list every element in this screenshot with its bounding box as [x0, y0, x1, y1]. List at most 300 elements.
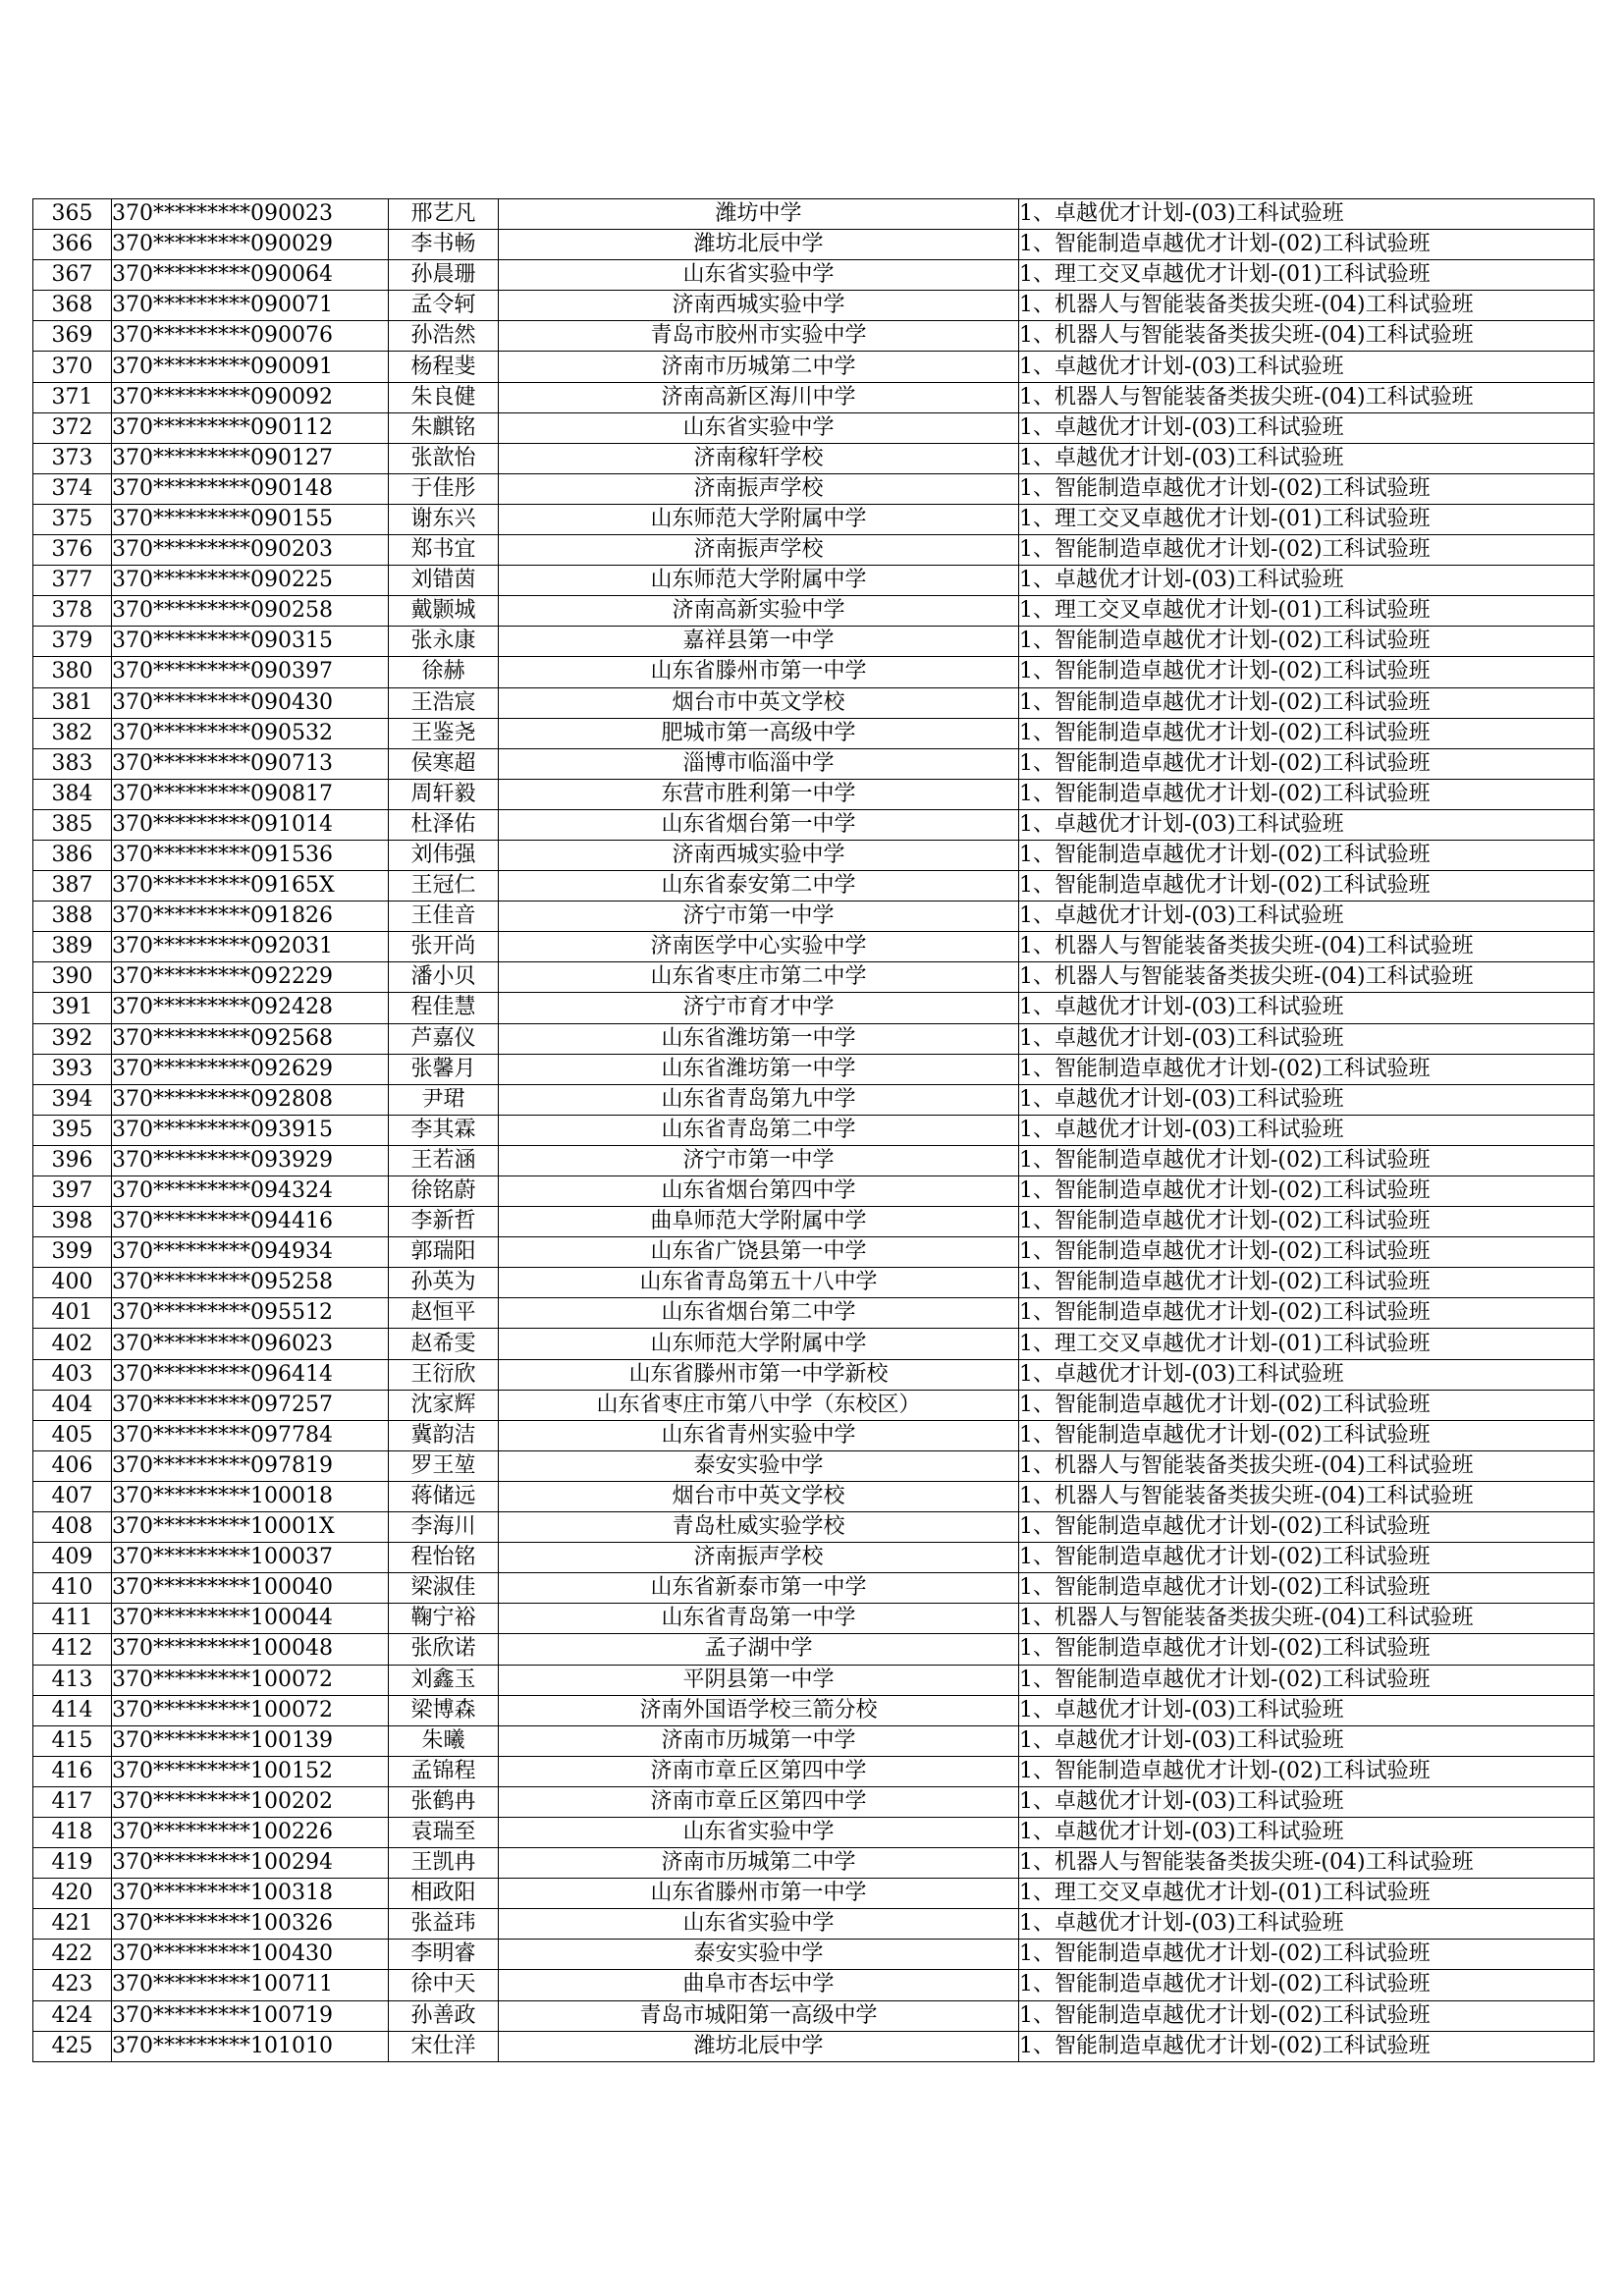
row-number: 405: [33, 1420, 112, 1450]
row-number: 371: [33, 382, 112, 412]
table-row: [33, 504, 1595, 534]
row-number: 377: [33, 566, 112, 596]
id-number: 370*********091014: [112, 809, 389, 840]
school-name: 肥城市第一高级中学: [499, 718, 1019, 748]
program-name: 1、机器人与智能装备类拔尖班-(04)工科试验班: [1019, 321, 1595, 352]
id-number: 370*********092229: [112, 962, 389, 993]
id-number: 370*********100318: [112, 1879, 389, 1909]
student-name: 朱麒铭: [389, 412, 499, 443]
student-name: 孙晨珊: [389, 260, 499, 291]
school-name: 山东省实验中学: [499, 412, 1019, 443]
school-name: 潍坊北辰中学: [499, 2031, 1019, 2061]
row-number: 394: [33, 1084, 112, 1115]
table-row: [33, 1604, 1595, 1634]
program-name: 1、智能制造卓越优才计划-(02)工科试验班: [1019, 1634, 1595, 1665]
program-name: 1、智能制造卓越优才计划-(02)工科试验班: [1019, 1054, 1595, 1084]
program-name: 1、智能制造卓越优才计划-(02)工科试验班: [1019, 840, 1595, 870]
program-name: 1、智能制造卓越优才计划-(02)工科试验班: [1019, 718, 1595, 748]
table-row: [33, 809, 1595, 840]
program-name: 1、智能制造卓越优才计划-(02)工科试验班: [1019, 871, 1595, 902]
row-number: 416: [33, 1756, 112, 1786]
school-name: 山东省滕州市第一中学: [499, 657, 1019, 687]
student-name: 王浩宸: [389, 687, 499, 718]
table-row: [33, 748, 1595, 779]
school-name: 山东省滕州市第一中学: [499, 1879, 1019, 1909]
row-number: 400: [33, 1268, 112, 1298]
table-row: [33, 1054, 1595, 1084]
row-number: 386: [33, 840, 112, 870]
row-number: 381: [33, 687, 112, 718]
id-number: 370*********090071: [112, 291, 389, 321]
program-name: 1、机器人与智能装备类拔尖班-(04)工科试验班: [1019, 962, 1595, 993]
id-number: 370*********100711: [112, 1970, 389, 2000]
student-name: 赵希雯: [389, 1329, 499, 1359]
student-name: 徐中天: [389, 1970, 499, 2000]
program-name: 1、理工交叉卓越优才计划-(01)工科试验班: [1019, 1879, 1595, 1909]
student-name: 李其霖: [389, 1115, 499, 1145]
table-row: [33, 535, 1595, 566]
school-name: 山东省实验中学: [499, 1909, 1019, 1940]
roster-body: [33, 199, 1595, 2062]
student-name: 徐赫: [389, 657, 499, 687]
id-number: 370*********100037: [112, 1543, 389, 1573]
row-number: 391: [33, 993, 112, 1023]
table-row: [33, 291, 1595, 321]
program-name: 1、卓越优才计划-(03)工科试验班: [1019, 809, 1595, 840]
school-name: 东营市胜利第一中学: [499, 779, 1019, 809]
id-number: 370*********090092: [112, 382, 389, 412]
student-name: 蒋储远: [389, 1481, 499, 1511]
student-name: 孙善政: [389, 2000, 499, 2031]
program-name: 1、智能制造卓越优才计划-(02)工科试验班: [1019, 1298, 1595, 1329]
school-name: 青岛杜威实验学校: [499, 1512, 1019, 1543]
row-number: 380: [33, 657, 112, 687]
school-name: 济宁市育才中学: [499, 993, 1019, 1023]
student-name: 芦嘉仪: [389, 1023, 499, 1054]
program-name: 1、智能制造卓越优才计划-(02)工科试验班: [1019, 779, 1595, 809]
school-name: 济南西城实验中学: [499, 291, 1019, 321]
row-number: 385: [33, 809, 112, 840]
student-name: 程佳慧: [389, 993, 499, 1023]
program-name: 1、智能制造卓越优才计划-(02)工科试验班: [1019, 1970, 1595, 2000]
student-name: 孙浩然: [389, 321, 499, 352]
table-row: [33, 718, 1595, 748]
table-row: [33, 1786, 1595, 1817]
table-row: [33, 1573, 1595, 1604]
student-name: 戴颢城: [389, 596, 499, 627]
row-number: 409: [33, 1543, 112, 1573]
student-name: 梁淑佳: [389, 1573, 499, 1604]
school-name: 山东省枣庄市第八中学（东校区）: [499, 1390, 1019, 1420]
row-number: 414: [33, 1695, 112, 1725]
id-number: 370*********100202: [112, 1786, 389, 1817]
student-name: 相政阳: [389, 1879, 499, 1909]
program-name: 1、智能制造卓越优才计划-(02)工科试验班: [1019, 1756, 1595, 1786]
program-name: 1、卓越优才计划-(03)工科试验班: [1019, 1115, 1595, 1145]
student-name: 袁瑞至: [389, 1817, 499, 1847]
student-name: 张欣诺: [389, 1634, 499, 1665]
table-row: [33, 932, 1595, 962]
program-name: 1、智能制造卓越优才计划-(02)工科试验班: [1019, 687, 1595, 718]
student-name: 侯寒超: [389, 748, 499, 779]
row-number: 374: [33, 473, 112, 504]
id-number: 370*********096023: [112, 1329, 389, 1359]
table-row: [33, 1420, 1595, 1450]
table-row: [33, 1665, 1595, 1695]
program-name: 1、卓越优才计划-(03)工科试验班: [1019, 993, 1595, 1023]
id-number: 370*********090023: [112, 199, 389, 230]
school-name: 山东省青岛第二中学: [499, 1115, 1019, 1145]
table-row: [33, 1390, 1595, 1420]
school-name: 山东师范大学附属中学: [499, 1329, 1019, 1359]
school-name: 山东师范大学附属中学: [499, 504, 1019, 534]
row-number: 396: [33, 1145, 112, 1175]
table-row: [33, 230, 1595, 260]
student-name: 沈家辉: [389, 1390, 499, 1420]
school-name: 孟子湖中学: [499, 1634, 1019, 1665]
school-name: 烟台市中英文学校: [499, 687, 1019, 718]
school-name: 嘉祥县第一中学: [499, 627, 1019, 657]
student-name: 朱曦: [389, 1725, 499, 1756]
program-name: 1、理工交叉卓越优才计划-(01)工科试验班: [1019, 260, 1595, 291]
program-name: 1、智能制造卓越优才计划-(02)工科试验班: [1019, 2031, 1595, 2061]
student-name: 徐铭蔚: [389, 1176, 499, 1207]
row-number: 376: [33, 535, 112, 566]
student-name: 张开尚: [389, 932, 499, 962]
id-number: 370*********090112: [112, 412, 389, 443]
program-name: 1、卓越优才计划-(03)工科试验班: [1019, 1695, 1595, 1725]
table-row: [33, 993, 1595, 1023]
table-row: [33, 840, 1595, 870]
row-number: 422: [33, 1940, 112, 1970]
row-number: 403: [33, 1359, 112, 1390]
student-name: 宋仕洋: [389, 2031, 499, 2061]
school-name: 淄博市临淄中学: [499, 748, 1019, 779]
row-number: 425: [33, 2031, 112, 2061]
student-name: 潘小贝: [389, 962, 499, 993]
table-row: [33, 657, 1595, 687]
program-name: 1、机器人与智能装备类拔尖班-(04)工科试验班: [1019, 291, 1595, 321]
table-row: [33, 1176, 1595, 1207]
student-name: 李书畅: [389, 230, 499, 260]
id-number: 370*********090713: [112, 748, 389, 779]
school-name: 济南市历城第一中学: [499, 1725, 1019, 1756]
program-name: 1、卓越优才计划-(03)工科试验班: [1019, 1725, 1595, 1756]
row-number: 390: [33, 962, 112, 993]
table-row: [33, 473, 1595, 504]
id-number: 370*********090225: [112, 566, 389, 596]
program-name: 1、智能制造卓越优才计划-(02)工科试验班: [1019, 2000, 1595, 2031]
school-name: 济南振声学校: [499, 473, 1019, 504]
row-number: 421: [33, 1909, 112, 1940]
student-name: 王佳音: [389, 902, 499, 932]
school-name: 济南振声学校: [499, 535, 1019, 566]
row-number: 410: [33, 1573, 112, 1604]
table-row: [33, 1970, 1595, 2000]
program-name: 1、智能制造卓越优才计划-(02)工科试验班: [1019, 1512, 1595, 1543]
student-name: 张永康: [389, 627, 499, 657]
program-name: 1、智能制造卓越优才计划-(02)工科试验班: [1019, 1268, 1595, 1298]
program-name: 1、卓越优才计划-(03)工科试验班: [1019, 1023, 1595, 1054]
student-name: 郭瑞阳: [389, 1237, 499, 1268]
id-number: 370*********092031: [112, 932, 389, 962]
student-name: 孙英为: [389, 1268, 499, 1298]
id-number: 370*********090064: [112, 260, 389, 291]
table-row: [33, 1450, 1595, 1481]
student-name: 杨程斐: [389, 352, 499, 382]
program-name: 1、理工交叉卓越优才计划-(01)工科试验班: [1019, 1329, 1595, 1359]
program-name: 1、卓越优才计划-(03)工科试验班: [1019, 566, 1595, 596]
student-name: 刘鑫玉: [389, 1665, 499, 1695]
school-name: 山东省枣庄市第二中学: [499, 962, 1019, 993]
id-number: 370*********090091: [112, 352, 389, 382]
id-number: 370*********094324: [112, 1176, 389, 1207]
program-name: 1、智能制造卓越优才计划-(02)工科试验班: [1019, 1207, 1595, 1237]
row-number: 393: [33, 1054, 112, 1084]
table-row: [33, 1329, 1595, 1359]
row-number: 378: [33, 596, 112, 627]
school-name: 山东省烟台第二中学: [499, 1298, 1019, 1329]
id-number: 370*********090258: [112, 596, 389, 627]
id-number: 370*********100326: [112, 1909, 389, 1940]
id-number: 370*********100139: [112, 1725, 389, 1756]
id-number: 370*********093915: [112, 1115, 389, 1145]
table-row: [33, 1909, 1595, 1940]
table-row: [33, 1725, 1595, 1756]
id-number: 370*********100152: [112, 1756, 389, 1786]
table-row: [33, 1817, 1595, 1847]
school-name: 泰安实验中学: [499, 1940, 1019, 1970]
row-number: 372: [33, 412, 112, 443]
program-name: 1、卓越优才计划-(03)工科试验班: [1019, 902, 1595, 932]
student-name: 王凯冉: [389, 1848, 499, 1879]
school-name: 山东省青岛第九中学: [499, 1084, 1019, 1115]
row-number: 420: [33, 1879, 112, 1909]
table-row: [33, 596, 1595, 627]
row-number: 367: [33, 260, 112, 291]
id-number: 370*********090315: [112, 627, 389, 657]
row-number: 369: [33, 321, 112, 352]
student-name: 王若涵: [389, 1145, 499, 1175]
program-name: 1、智能制造卓越优才计划-(02)工科试验班: [1019, 1665, 1595, 1695]
student-name: 王冠仁: [389, 871, 499, 902]
id-number: 370*********090532: [112, 718, 389, 748]
row-number: 387: [33, 871, 112, 902]
table-row: [33, 321, 1595, 352]
student-name: 王鉴尧: [389, 718, 499, 748]
table-row: [33, 1512, 1595, 1543]
id-number: 370*********090203: [112, 535, 389, 566]
table-row: [33, 2000, 1595, 2031]
row-number: 407: [33, 1481, 112, 1511]
school-name: 山东省实验中学: [499, 260, 1019, 291]
table-row: [33, 902, 1595, 932]
id-number: 370*********093929: [112, 1145, 389, 1175]
table-row: [33, 1879, 1595, 1909]
row-number: 417: [33, 1786, 112, 1817]
student-name: 谢东兴: [389, 504, 499, 534]
student-name: 冀韵洁: [389, 1420, 499, 1450]
program-name: 1、理工交叉卓越优才计划-(01)工科试验班: [1019, 504, 1595, 534]
row-number: 411: [33, 1604, 112, 1634]
program-name: 1、智能制造卓越优才计划-(02)工科试验班: [1019, 1145, 1595, 1175]
student-name: 孟令轲: [389, 291, 499, 321]
table-row: [33, 627, 1595, 657]
program-name: 1、卓越优才计划-(03)工科试验班: [1019, 199, 1595, 230]
school-name: 曲阜市杏坛中学: [499, 1970, 1019, 2000]
school-name: 青岛市城阳第一高级中学: [499, 2000, 1019, 2031]
id-number: 370*********100072: [112, 1665, 389, 1695]
school-name: 济南市章丘区第四中学: [499, 1756, 1019, 1786]
program-name: 1、智能制造卓越优才计划-(02)工科试验班: [1019, 535, 1595, 566]
program-name: 1、机器人与智能装备类拔尖班-(04)工科试验班: [1019, 1450, 1595, 1481]
row-number: 418: [33, 1817, 112, 1847]
school-name: 山东省泰安第二中学: [499, 871, 1019, 902]
table-row: [33, 1268, 1595, 1298]
row-number: 373: [33, 443, 112, 473]
student-name: 朱良健: [389, 382, 499, 412]
id-number: 370*********096414: [112, 1359, 389, 1390]
row-number: 415: [33, 1725, 112, 1756]
id-number: 370*********094934: [112, 1237, 389, 1268]
program-name: 1、机器人与智能装备类拔尖班-(04)工科试验班: [1019, 382, 1595, 412]
id-number: 370*********092808: [112, 1084, 389, 1115]
program-name: 1、智能制造卓越优才计划-(02)工科试验班: [1019, 1573, 1595, 1604]
row-number: 370: [33, 352, 112, 382]
student-name: 李明睿: [389, 1940, 499, 1970]
table-row: [33, 871, 1595, 902]
program-name: 1、卓越优才计划-(03)工科试验班: [1019, 1909, 1595, 1940]
admission-roster-table: [32, 198, 1595, 2062]
student-name: 孟锦程: [389, 1756, 499, 1786]
id-number: 370*********091536: [112, 840, 389, 870]
student-name: 刘错茵: [389, 566, 499, 596]
table-row: [33, 1359, 1595, 1390]
id-number: 370*********097819: [112, 1450, 389, 1481]
student-name: 张鹤冉: [389, 1786, 499, 1817]
row-number: 379: [33, 627, 112, 657]
school-name: 山东省潍坊第一中学: [499, 1054, 1019, 1084]
student-name: 张益玮: [389, 1909, 499, 1940]
program-name: 1、理工交叉卓越优才计划-(01)工科试验班: [1019, 596, 1595, 627]
id-number: 370*********097257: [112, 1390, 389, 1420]
school-name: 青岛市胶州市实验中学: [499, 321, 1019, 352]
school-name: 济南外国语学校三箭分校: [499, 1695, 1019, 1725]
student-name: 程怡铭: [389, 1543, 499, 1573]
row-number: 368: [33, 291, 112, 321]
program-name: 1、智能制造卓越优才计划-(02)工科试验班: [1019, 1420, 1595, 1450]
table-row: [33, 260, 1595, 291]
table-row: [33, 352, 1595, 382]
row-number: 419: [33, 1848, 112, 1879]
program-name: 1、机器人与智能装备类拔尖班-(04)工科试验班: [1019, 1848, 1595, 1879]
row-number: 402: [33, 1329, 112, 1359]
table-row: [33, 962, 1595, 993]
program-name: 1、智能制造卓越优才计划-(02)工科试验班: [1019, 1940, 1595, 1970]
id-number: 370*********092629: [112, 1054, 389, 1084]
table-row: [33, 1543, 1595, 1573]
id-number: 370*********095512: [112, 1298, 389, 1329]
student-name: 邢艺凡: [389, 199, 499, 230]
row-number: 365: [33, 199, 112, 230]
row-number: 413: [33, 1665, 112, 1695]
table-row: [33, 566, 1595, 596]
school-name: 济宁市第一中学: [499, 902, 1019, 932]
student-name: 尹珺: [389, 1084, 499, 1115]
student-name: 王衍欣: [389, 1359, 499, 1390]
id-number: 370*********100430: [112, 1940, 389, 1970]
program-name: 1、机器人与智能装备类拔尖班-(04)工科试验班: [1019, 1481, 1595, 1511]
table-row: [33, 1481, 1595, 1511]
program-name: 1、卓越优才计划-(03)工科试验班: [1019, 352, 1595, 382]
row-number: 366: [33, 230, 112, 260]
id-number: 370*********100044: [112, 1604, 389, 1634]
id-number: 370*********090148: [112, 473, 389, 504]
table-row: [33, 1756, 1595, 1786]
program-name: 1、卓越优才计划-(03)工科试验班: [1019, 443, 1595, 473]
id-number: 370*********100226: [112, 1817, 389, 1847]
id-number: 370*********090029: [112, 230, 389, 260]
id-number: 370*********090127: [112, 443, 389, 473]
school-name: 山东省青岛第五十八中学: [499, 1268, 1019, 1298]
table-row: [33, 1115, 1595, 1145]
id-number: 370*********090076: [112, 321, 389, 352]
student-name: 张歆怡: [389, 443, 499, 473]
table-row: [33, 1237, 1595, 1268]
school-name: 曲阜师范大学附属中学: [499, 1207, 1019, 1237]
school-name: 山东省新泰市第一中学: [499, 1573, 1019, 1604]
row-number: 383: [33, 748, 112, 779]
school-name: 山东省滕州市第一中学新校: [499, 1359, 1019, 1390]
school-name: 济南高新实验中学: [499, 596, 1019, 627]
student-name: 赵恒平: [389, 1298, 499, 1329]
id-number: 370*********092568: [112, 1023, 389, 1054]
id-number: 370*********100048: [112, 1634, 389, 1665]
id-number: 370*********101010: [112, 2031, 389, 2061]
school-name: 济南市历城第二中学: [499, 352, 1019, 382]
student-name: 郑书宜: [389, 535, 499, 566]
row-number: 382: [33, 718, 112, 748]
table-row: [33, 1940, 1595, 1970]
table-row: [33, 779, 1595, 809]
program-name: 1、卓越优才计划-(03)工科试验班: [1019, 1817, 1595, 1847]
school-name: 济南市历城第二中学: [499, 1848, 1019, 1879]
row-number: 395: [33, 1115, 112, 1145]
id-number: 370*********092428: [112, 993, 389, 1023]
row-number: 404: [33, 1390, 112, 1420]
school-name: 山东省广饶县第一中学: [499, 1237, 1019, 1268]
school-name: 济南市章丘区第四中学: [499, 1786, 1019, 1817]
row-number: 397: [33, 1176, 112, 1207]
id-number: 370*********095258: [112, 1268, 389, 1298]
school-name: 山东省烟台第四中学: [499, 1176, 1019, 1207]
table-row: [33, 1848, 1595, 1879]
program-name: 1、卓越优才计划-(03)工科试验班: [1019, 1359, 1595, 1390]
id-number: 370*********090430: [112, 687, 389, 718]
program-name: 1、智能制造卓越优才计划-(02)工科试验班: [1019, 473, 1595, 504]
table-row: [33, 1207, 1595, 1237]
id-number: 370*********09165X: [112, 871, 389, 902]
row-number: 375: [33, 504, 112, 534]
id-number: 370*********100072: [112, 1695, 389, 1725]
row-number: 389: [33, 932, 112, 962]
table-row: [33, 443, 1595, 473]
school-name: 济南稼轩学校: [499, 443, 1019, 473]
program-name: 1、智能制造卓越优才计划-(02)工科试验班: [1019, 657, 1595, 687]
student-name: 刘伟强: [389, 840, 499, 870]
table-row: [33, 199, 1595, 230]
school-name: 山东师范大学附属中学: [499, 566, 1019, 596]
